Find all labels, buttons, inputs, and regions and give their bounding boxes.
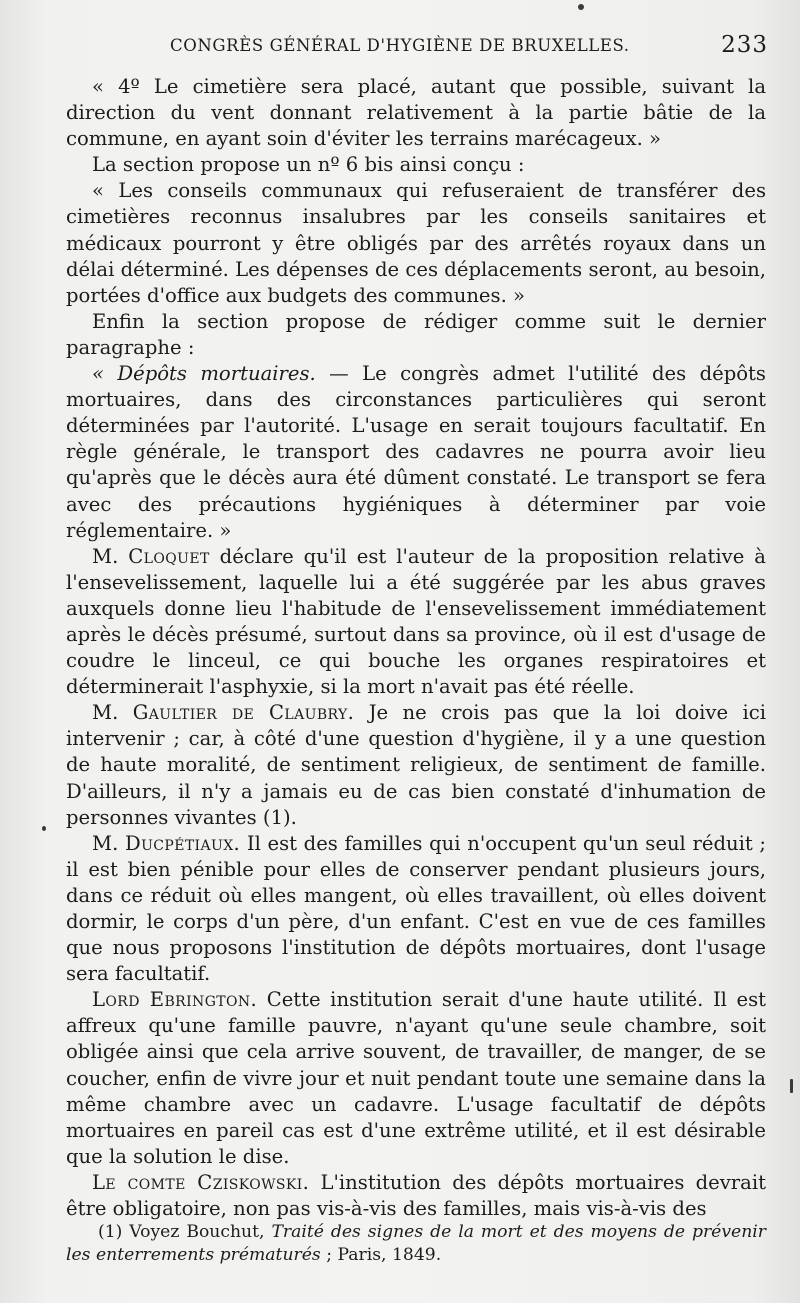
body-text	[66, 74, 766, 1222]
paragraph-section-proposal	[66, 152, 766, 178]
speaker-prefix: M.	[92, 701, 133, 725]
paragraph-gaultier-de-claubry	[66, 700, 766, 830]
footnote-marker: (1) Voyez Bouchut,	[98, 1222, 272, 1242]
running-title: CONGRÈS GÉNÉRAL D'HYGIÈNE DE BRUXELLES.	[170, 36, 630, 55]
footnote-text	[66, 1221, 766, 1266]
speaker-name: Lord Ebrington.	[92, 988, 258, 1012]
paragraph-text: — Le congrès admet l'utilité des dépôts mortuaires, dans des circonstances particulières qui seront déterminées par l'autorité. L'usage en serait toujours facultatif. En règle générale, le transport des cadavres ne pourra avoir lieu qu'après que le décès aura été dûment constaté. Le transport se fera avec des précautions hygiéniques à déterminer par voie réglementaire. »	[66, 362, 766, 542]
speaker-prefix: M.	[92, 544, 129, 568]
speaker-name: Cloquet	[128, 544, 210, 568]
paragraph-comte-cziskowski	[66, 1170, 766, 1222]
paragraph-text: « Les conseils communaux qui refuseraient de transférer des cimetières reconnus insalubres par les conseils sanitaires et médicaux pourront y être obligés par des arrêtés royaux dans un délai déterminé. Les dépenses de ces déplacements seront, au besoin, portées d'office aux budgets des communes. »	[66, 179, 766, 307]
paragraph-lead-italic: « Dépôts mortuaires.	[92, 362, 316, 386]
footnote-rest: ; Paris, 1849.	[320, 1244, 442, 1265]
paragraph-article-6-bis	[66, 178, 766, 308]
paragraph-cemetery-article	[66, 74, 766, 152]
speaker-prefix: M.	[92, 831, 125, 855]
paragraph-text: « 4º Le cimetière sera placé, autant que possible, suivant la direction du vent donnant relativement à la partie bâtie de la commune, en ayant soin d'éviter les terrains marécageux. »	[66, 75, 766, 151]
paragraph-text: déclare qu'il est l'auteur de la proposition relative à l'ensevelissement, laquelle lui a été suggérée par les abus graves auxquels donne lieu l'habitude de l'ensevelissement immédiatement après le décès présumé, surtout dans sa province, où il est d'usage de coudre le linceul, ce qui bouche les organes respiratoires et déterminerait l'asphyxie, si la mort n'avait pas été réelle.	[66, 544, 766, 699]
paragraph-text: Je ne crois pas que la loi doive ici intervenir ; car, à côté d'une question d'hygiène, il y a une question de haute moralité, de sentiment religieux, de sentiment de famille. D'ailleurs, il n'y a jamais eu de cas bien constaté d'inhumation de personnes vivantes (1).	[66, 701, 766, 829]
footnote	[66, 1221, 766, 1266]
paragraph-last-paragraph-proposal	[66, 309, 766, 361]
speaker-name: Le comte Cziskowski.	[92, 1170, 310, 1194]
page-header	[66, 32, 768, 68]
print-speck	[790, 1079, 793, 1093]
speaker-name: Gaultier de Claubry.	[132, 701, 355, 725]
footnote-book-title: Traité des signes de la mort et des moyens de prévenir les enterrements prématurés	[66, 1222, 766, 1265]
paragraph-cloquet	[66, 544, 766, 701]
paragraph-text: Cette institution serait d'une haute utilité. Il est affreux qu'une famille pauvre, n'ayant qu'une seule chambre, soit obligée ainsi que cela arrive souvent, de travailler, de manger, de se coucher, enfin de vivre jour et nuit pendant toute une semaine dans la même chambre avec un cadavre. L'usage facultatif de dépôts mortuaires en pareil cas est d'une extrême utilité, et il est désirable que la solution le dise.	[66, 988, 767, 1168]
print-speck	[42, 826, 46, 831]
paragraph-text: La section propose un nº 6 bis ainsi conçu :	[92, 153, 525, 177]
speaker-name: Ducpétiaux.	[124, 831, 241, 855]
paragraph-ducpetiaux	[66, 831, 766, 988]
paragraph-depots-mortuaires	[66, 361, 766, 544]
paragraph-text: Il est des familles qui n'occupent qu'un seul réduit ; il est bien pénible pour elles de conserver pendant plusieurs jours, dans ce réduit où elles mangent, où elles travaillent, où elles doivent dormir, le corps d'un père, d'un enfant. C'est en vue de ces familles que nous proposons l'institution de dépôts mortuaires, dont l'usage sera facultatif.	[66, 831, 766, 986]
paragraph-lord-ebrington	[66, 987, 766, 1170]
page-number: 233	[721, 32, 768, 58]
paragraph-text: L'institution des dépôts mortuaires devrait être obligatoire, non pas vis-à-vis des familles, mais vis-à-vis des	[66, 1170, 767, 1221]
print-speck	[578, 4, 584, 10]
paragraph-text: Enfin la section propose de rédiger comme suit le dernier paragraphe :	[66, 309, 766, 359]
